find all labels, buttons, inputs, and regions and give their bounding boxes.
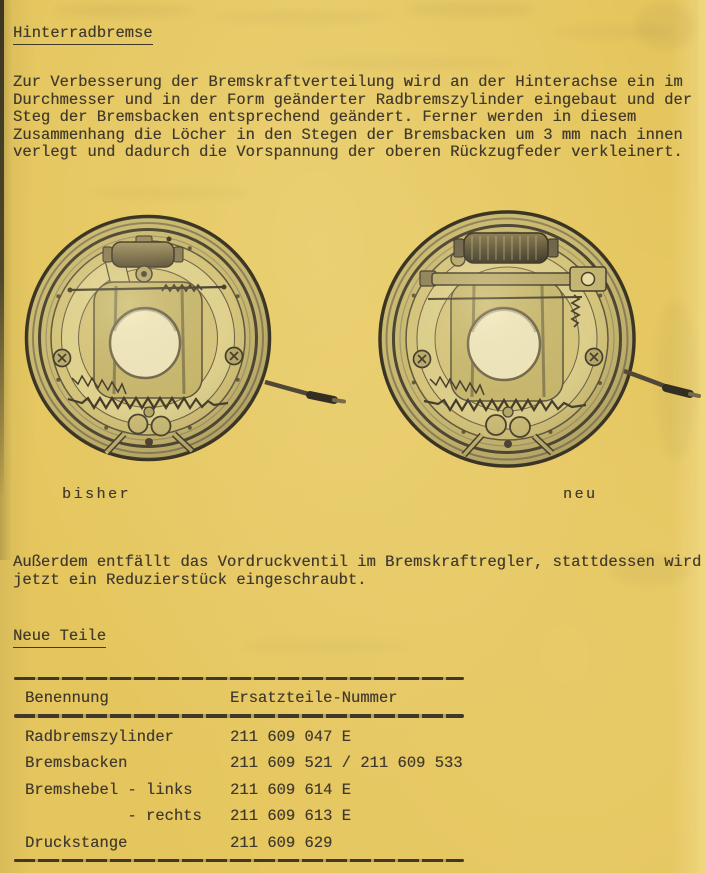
part-number: 211 609 521 / 211 609 533 — [230, 754, 463, 773]
intro-paragraph — [13, 74, 692, 162]
part-name: Druckstange — [25, 833, 128, 852]
column-header-name: Benennung — [25, 689, 109, 708]
table-row — [14, 829, 464, 855]
part-number: 211 609 047 E — [230, 727, 351, 746]
part-name: Bremsbacken — [25, 754, 128, 773]
table-body — [14, 718, 464, 859]
figure-caption-bisher: bisher — [62, 486, 132, 503]
part-name: Bremshebel - links — [25, 780, 193, 799]
second-paragraph — [13, 554, 701, 589]
paragraph-line: Durchmesser und in der Form geänderter Radbremszylinder eingebaut und der — [13, 90, 693, 109]
part-number: 211 609 614 E — [230, 780, 351, 799]
parts-table — [14, 677, 464, 862]
paragraph-line: Außerdem entfällt das Vordruckventil im Bremskraftregler, stattdessen wird — [13, 553, 702, 571]
brake-drum-illustration-neu — [372, 203, 702, 475]
table-row — [14, 724, 464, 750]
table-row — [14, 750, 464, 776]
paper-stain — [295, 58, 515, 69]
figure-brake-drum-new — [372, 203, 702, 480]
document-title: Hinterradbremse — [13, 25, 153, 45]
paragraph-line: Zur Verbesserung der Bremskraftverteilung wird an der Hinterachse ein im — [13, 73, 683, 91]
table-rule-bottom — [14, 859, 464, 862]
brake-drum-illustration-bisher — [18, 206, 348, 472]
paper-stain — [405, 2, 535, 17]
table-row — [14, 803, 464, 829]
paper-stain — [90, 188, 250, 198]
figure-brake-drum-old — [18, 206, 348, 477]
paper-stain — [210, 12, 390, 22]
part-number: 211 609 629 — [230, 833, 333, 852]
paper-stain — [55, 4, 195, 17]
paragraph-line: verlegt und dadurch die Vorspannung der oberen Rückzugfeder verkleinert. — [13, 143, 683, 162]
paragraph-line: Zusammenhang die Löcher in den Stegen der Bremsbacken um 3 mm nach innen — [13, 125, 683, 144]
scan-edge-soft-left — [0, 0, 12, 560]
part-name: Radbremszylinder — [25, 727, 174, 746]
paragraph-line: jetzt ein Reduzierstück eingeschraubt. — [13, 570, 367, 589]
figure-caption-neu: neu — [563, 486, 598, 503]
paragraph-line: Steg der Bremsbacken entsprechend geändert. Ferner werden in diesem — [13, 108, 637, 127]
part-number: 211 609 613 E — [230, 807, 351, 826]
part-name: - rechts — [127, 807, 202, 826]
parts-section-heading: Neue Teile — [13, 628, 106, 648]
column-header-number: Ersatzteile-Nummer — [230, 689, 398, 708]
paper-stain — [240, 640, 410, 652]
table-header-row — [14, 680, 464, 714]
paper-stain — [635, 2, 695, 50]
table-row — [14, 777, 464, 803]
